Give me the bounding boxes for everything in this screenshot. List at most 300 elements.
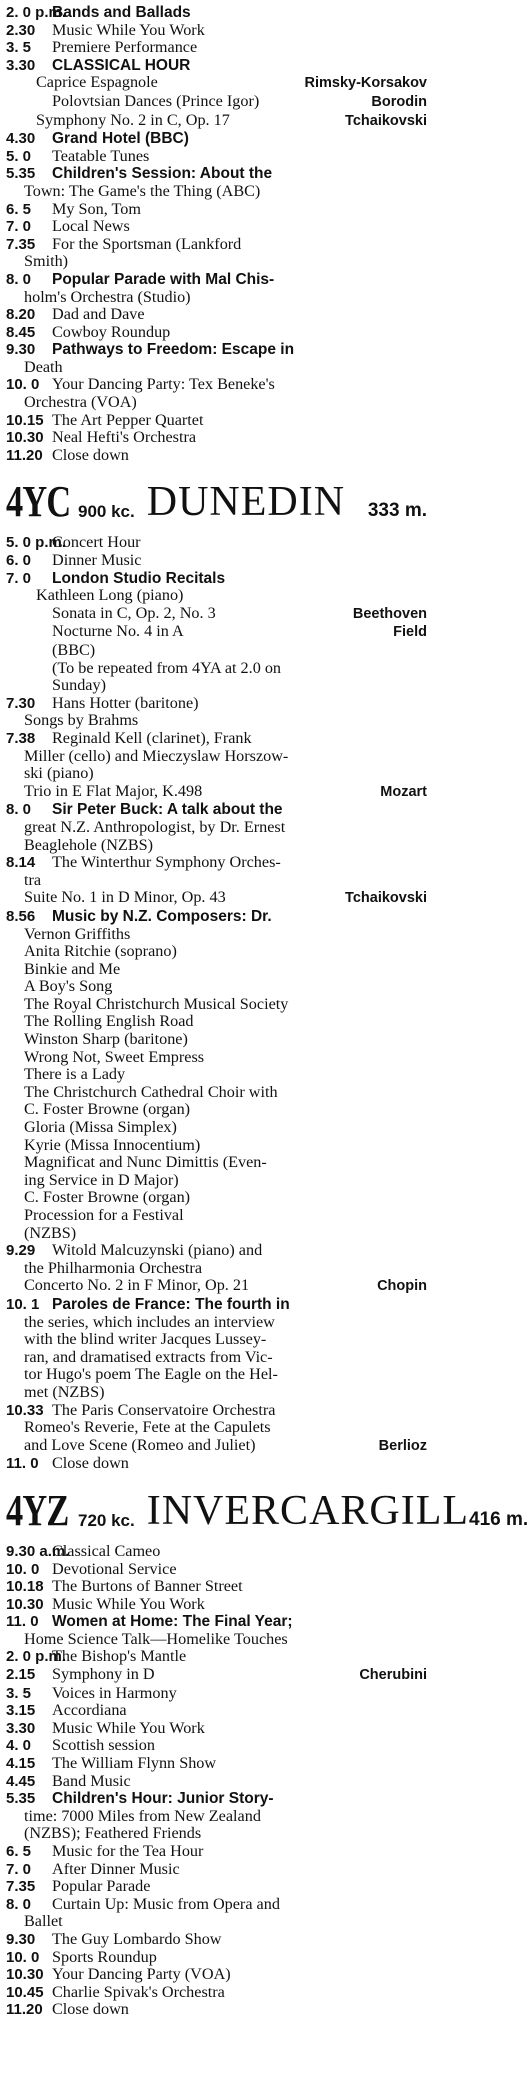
listing-title: Dinner Music: [52, 551, 142, 570]
listing-entry: [6, 1737, 427, 1755]
listing-continuation-line: [6, 642, 427, 660]
listing-title: Town: The Game's the Thing (ABC): [24, 181, 261, 200]
listing-time: 11.20: [6, 446, 43, 464]
listing-continuation-line: [6, 978, 427, 996]
listing-entry: [6, 306, 427, 324]
listing-title: There is a Lady: [24, 1065, 126, 1084]
listing-title: the Philharmonia Orchestra: [24, 1258, 203, 1277]
listing-title: Teatable Tunes: [52, 146, 150, 165]
listing-continuation-line: [6, 289, 427, 307]
listing-title: Voices in Harmony: [52, 1683, 177, 1702]
listing-entry: [6, 429, 427, 447]
listing-entry: [6, 1543, 427, 1561]
listing-entry: [6, 1578, 427, 1596]
listing-line: [6, 1896, 427, 1914]
listing-entry: [6, 1878, 427, 1896]
listing-entry: [6, 1755, 427, 1773]
listing-continuation-line: [6, 1101, 427, 1119]
listing-time: 7. 0: [6, 1860, 32, 1878]
listing-title: The Christchurch Cathedral Choir with: [24, 1082, 278, 1101]
listing-composer: Field: [393, 624, 427, 641]
listing-composer: Mozart: [380, 783, 427, 800]
listing-entry: [6, 4, 427, 22]
listing-time: 3. 5: [6, 1684, 32, 1702]
listing-title: The Bishop's Mantle: [52, 1647, 187, 1666]
listing-continuation-line: [6, 961, 427, 979]
listing-continuation-line: [6, 889, 427, 908]
listing-time: 3.30: [6, 1719, 36, 1737]
listing-continuation-line: [6, 1119, 427, 1137]
listing-title: C. Foster Browne (organ): [24, 1188, 191, 1207]
listing-continuation-line: [6, 1437, 427, 1456]
listing-title: Neal Hefti's Orchestra: [52, 428, 197, 447]
listing-line: [6, 39, 427, 57]
listing-title: Kyrie (Missa Innocentium): [24, 1135, 201, 1154]
listing-title: Binkie and Me: [24, 959, 121, 978]
listing-title: Your Dancing Party: Tex Beneke's: [52, 375, 275, 394]
listing-continuation-line: [6, 1154, 427, 1172]
listing-time: 7.30: [6, 694, 36, 712]
listing-composer: Beethoven: [352, 605, 427, 622]
listing-title: Classical Cameo: [52, 1541, 161, 1560]
listing-time: 8. 0: [6, 801, 32, 819]
listing-entry: [6, 1648, 427, 1666]
listing-continuation-line: [6, 996, 427, 1014]
listing-line: [6, 376, 427, 394]
listing-title: Bands and Ballads: [52, 4, 191, 21]
listing-continuation-line: [6, 1207, 427, 1225]
listing-title: Trio in E Flat Major, K.498: [24, 781, 203, 800]
listing-time: 4.45: [6, 1772, 36, 1790]
listing-continuation-line: [6, 1066, 427, 1084]
listing-line: [6, 1843, 427, 1861]
listing-title: Vernon Griffiths: [24, 924, 131, 943]
listing-line: [6, 1648, 427, 1666]
listing-line: [6, 74, 427, 93]
listing-time: 3.30: [6, 56, 36, 74]
listing-title: Kathleen Long (piano): [36, 586, 184, 605]
listing-composer: Rimsky-Korsakov: [304, 75, 427, 92]
listing-title: The Art Pepper Quartet: [52, 410, 204, 429]
listing-time: 10.45: [6, 1983, 44, 2001]
listing-time: 9.29: [6, 1242, 36, 1260]
listing-time: 2.30: [6, 21, 36, 39]
listing-composer: Tchaikovski: [345, 112, 427, 129]
listing-line: [6, 1949, 427, 1967]
listing-time: 6. 0: [6, 552, 32, 570]
listing-entry: [6, 1720, 427, 1738]
listing-continuation-line: [6, 748, 427, 766]
listing-entry: [6, 236, 427, 271]
listing-line: [6, 412, 427, 430]
listing-entry: [6, 22, 427, 40]
listing-entry: [6, 1613, 427, 1648]
listing-entry: [6, 1790, 427, 1843]
listing-title: Devotional Service: [52, 1559, 177, 1578]
listing-title: Suite No. 1 in D Minor, Op. 43: [24, 888, 226, 907]
listing-time: 10.30: [6, 1595, 44, 1613]
listing-title: Caprice Espagnole: [36, 73, 158, 92]
listing-entry: [6, 57, 427, 75]
listing-title: Local News: [52, 217, 130, 236]
listing-entry: [6, 854, 427, 908]
listing-title: Concert Hour: [52, 533, 141, 552]
listing-continuation-line: [6, 1189, 427, 1207]
listing-line: [6, 1685, 427, 1703]
station-city: DUNEDIN: [146, 479, 346, 526]
listing-time: 5.35: [6, 165, 36, 183]
listing-continuation-line: [6, 1384, 427, 1402]
listing-time: 10. 0: [6, 1560, 40, 1578]
listing-title: Sports Roundup: [52, 1947, 157, 1966]
listing-continuation-line: [6, 1031, 427, 1049]
listing-title: great N.Z. Anthropologist, by Dr. Ernest: [24, 817, 286, 836]
listing-title: Hans Hotter (baritone): [52, 693, 199, 712]
listing-entry: [6, 165, 427, 200]
listing-title: Anita Ritchie (soprano): [24, 942, 177, 961]
station-wavelength: 333 m.: [367, 500, 427, 522]
listing-title: Popular Parade with Mal Chis-: [52, 270, 275, 288]
listing-time: 3. 5: [6, 39, 32, 57]
listing-line: [6, 908, 427, 926]
listing-entry: [6, 412, 427, 430]
listing-line: [6, 1296, 427, 1314]
listing-time: 6. 5: [6, 1843, 32, 1860]
listing-entry: [6, 324, 427, 342]
listing-line: [6, 552, 427, 570]
listing-continuation-line: [6, 712, 427, 730]
listing-time: 11.20: [6, 2001, 43, 2019]
listing-entry: [6, 218, 427, 236]
listing-line: [6, 1613, 427, 1631]
listing-title: The William Flynn Show: [52, 1754, 217, 1773]
listing-entry: [6, 801, 427, 854]
listing-title: Close down: [52, 1454, 129, 1473]
listing-title: Your Dancing Party (VOA): [52, 1965, 231, 1984]
listing-line: [6, 1402, 427, 1420]
listing-line: [6, 22, 427, 40]
listing-title: The Paris Conservatoire Orchestra: [52, 1400, 276, 1419]
listing-entry: [6, 1702, 427, 1720]
listing-line: [6, 201, 427, 219]
listing-title: ing Service in D Major): [24, 1170, 179, 1189]
listing-time: 2.15: [6, 1666, 36, 1684]
listing-line: [6, 695, 427, 713]
listing-title: My Son, Tom: [52, 199, 141, 218]
listing-line: [6, 306, 427, 324]
listing-section-4yz: [6, 1543, 427, 2019]
listing-continuation-line: [6, 765, 427, 783]
listing-title: Reginald Kell (clarinet), Frank: [52, 728, 252, 747]
listing-line: [6, 1596, 427, 1614]
listing-title: Children's Session: About the: [52, 165, 273, 183]
listing-entry: [6, 1896, 427, 1931]
listing-title: Premiere Performance: [52, 38, 198, 57]
listing-continuation-line: [6, 1825, 427, 1843]
listing-title: Ballet: [24, 1912, 63, 1931]
listing-entry: [6, 730, 427, 801]
listing-time: 10.18: [6, 1578, 44, 1596]
listing-time: 4. 0: [6, 1737, 32, 1755]
listing-entry: [6, 74, 427, 111]
listing-title: After Dinner Music: [52, 1859, 180, 1878]
listing-title: holm's Orchestra (Studio): [24, 287, 191, 306]
listing-time: 6. 5: [6, 200, 32, 218]
listing-entry: [6, 376, 427, 411]
listing-time: 10. 1: [6, 1295, 40, 1313]
listing-time: 2. 0 p.m.: [6, 4, 67, 21]
listing-title: Sunday): [52, 676, 106, 695]
listing-title: Pathways to Freedom: Escape in: [52, 341, 295, 359]
listing-title: (NZBS); Feathered Friends: [24, 1824, 202, 1843]
listing-time: 8.56: [6, 907, 36, 925]
listing-title: Scottish session: [52, 1736, 155, 1755]
listing-title: CLASSICAL HOUR: [52, 56, 191, 74]
listing-title: Children's Hour: Junior Story-: [52, 1790, 274, 1808]
listing-entry: [6, 1773, 427, 1791]
listing-line: [6, 130, 427, 148]
listing-entry: [6, 1949, 427, 1967]
listing-line: [6, 1878, 427, 1896]
listing-entry: [6, 112, 427, 131]
listing-time: 10. 0: [6, 1948, 40, 1966]
listing-line: [6, 1666, 427, 1685]
listing-time: 11. 0: [6, 1613, 39, 1631]
listing-time: 10.30: [6, 429, 44, 447]
listing-line: [6, 1966, 427, 1984]
listing-title: Sir Peter Buck: A talk about the: [52, 801, 283, 819]
listing-entry: [6, 534, 427, 552]
listing-entry: [6, 570, 427, 588]
listing-title: ran, and dramatised extracts from Vic-: [24, 1347, 273, 1366]
listing-title: Witold Malcuzynski (piano) and: [52, 1241, 263, 1260]
listing-line: [6, 429, 427, 447]
listing-entry: [6, 695, 427, 730]
listing-composer: Chopin: [377, 1278, 427, 1295]
listing-line: [6, 236, 427, 254]
listing-line: [6, 57, 427, 75]
listing-entry: [6, 1984, 427, 2002]
listing-title: met (NZBS): [24, 1382, 105, 1401]
listing-title: Popular Parade: [52, 1877, 151, 1896]
listing-title: Miller (cello) and Mieczyslaw Horszow-: [24, 746, 289, 765]
listing-line: [6, 1931, 427, 1949]
listing-title: Music While You Work: [52, 20, 205, 39]
listing-time: 9.30: [6, 341, 36, 359]
listing-title: Cowboy Roundup: [52, 322, 171, 341]
listing-title: Smith): [24, 252, 69, 271]
listing-continuation-line: [6, 1631, 427, 1649]
station-call-sign: 4YZ: [6, 1485, 69, 1535]
listing-title: A Boy's Song: [24, 977, 113, 996]
listing-continuation-line: [6, 1172, 427, 1190]
listing-title: Procession for a Festival: [24, 1206, 184, 1224]
listing-line: [6, 4, 427, 22]
listing-time: 4.15: [6, 1755, 36, 1773]
station-wavelength: 416 m.: [469, 1508, 528, 1530]
listing-entry: [6, 39, 427, 57]
listing-time: 9.30: [6, 1930, 36, 1948]
listing-title: tor Hugo's poem The Eagle on the Hel-: [24, 1365, 278, 1384]
listing-time: 5. 0: [6, 147, 32, 165]
listing-time: 11. 0: [6, 1455, 39, 1473]
listing-continuation-line: [6, 183, 427, 201]
listing-continuation-line: [6, 1049, 427, 1067]
listing-time: 7.38: [6, 729, 36, 747]
listing-line: [6, 1455, 427, 1473]
listing-entry: [6, 1455, 427, 1473]
listing-title: For the Sportsman (Lankford: [52, 234, 242, 253]
listing-title: Grand Hotel (BBC): [52, 130, 189, 148]
listing-title: Romeo's Reverie, Fete at the Capulets: [24, 1418, 271, 1437]
listing-title: Close down: [52, 445, 129, 464]
listing-continuation-line: [6, 819, 427, 837]
listing-line: [6, 271, 427, 289]
listing-title: Orchestra (VOA): [24, 393, 137, 412]
listing-title: Winston Sharp (baritone): [24, 1030, 188, 1049]
listing-title: tra: [24, 870, 42, 889]
listing-continuation-line: [6, 1137, 427, 1155]
listing-line: [6, 112, 427, 131]
listing-title: Dad and Dave: [52, 305, 145, 324]
listing-entry: [6, 1296, 427, 1402]
listing-continuation-line: [6, 359, 427, 377]
listing-continuation-line: [6, 1808, 427, 1826]
listing-title: Magnificat and Nunc Dimittis (Even-: [24, 1153, 267, 1172]
listing-time: 4.30: [6, 130, 36, 148]
listing-title: (To be repeated from 4YA at 2.0 on: [52, 658, 282, 677]
listing-title: Music for the Tea Hour: [52, 1842, 204, 1860]
listing-composer: Borodin: [371, 93, 427, 110]
listing-composer: Berlioz: [378, 1437, 427, 1454]
listing-line: [6, 2001, 427, 2019]
listing-line: [6, 1861, 427, 1879]
listing-line: [6, 1578, 427, 1596]
listing-continuation-line: [6, 677, 427, 695]
listing-continuation-line: [6, 837, 427, 855]
listing-line: [6, 1755, 427, 1773]
listing-title: Women at Home: The Final Year;: [52, 1613, 293, 1631]
listing-entry: [6, 271, 427, 306]
listing-line: [6, 1984, 427, 2002]
listing-entry: [6, 201, 427, 219]
listing-title: The Winterthur Symphony Orches-: [52, 853, 281, 872]
listing-time: 7. 0: [6, 218, 32, 236]
listing-time: 8.14: [6, 854, 36, 872]
listing-title: The Burtons of Banner Street: [52, 1577, 243, 1596]
listing-entry: [6, 1666, 427, 1685]
listing-line: [6, 1790, 427, 1808]
listing-entry: [6, 1402, 427, 1456]
listing-time: 10.30: [6, 1966, 44, 1984]
listing-time: 7.35: [6, 235, 36, 253]
listing-entry: [6, 1931, 427, 1949]
listing-time: 7.35: [6, 1878, 36, 1896]
listing-line: [6, 801, 427, 819]
listing-continuation-line: [6, 1331, 427, 1349]
listing-line: [6, 218, 427, 236]
listing-time: 8. 0: [6, 1895, 32, 1913]
listing-continuation-line: [6, 93, 427, 112]
station-call-sign: 4YC: [6, 477, 71, 527]
listing-continuation-line: [6, 623, 427, 642]
listing-title: Music by N.Z. Composers: Dr.: [52, 907, 272, 925]
listing-line: [6, 730, 427, 748]
listing-entry: [6, 587, 427, 695]
listing-title: Songs by Brahms: [24, 711, 139, 730]
listing-title: Charlie Spivak's Orchestra: [52, 1982, 225, 2001]
listing-entry: [6, 1596, 427, 1614]
listing-title: Concerto No. 2 in F Minor, Op. 21: [24, 1276, 250, 1295]
listing-title: The Royal Christchurch Musical Society: [24, 994, 289, 1013]
listing-time: 8.45: [6, 323, 36, 341]
listing-title: C. Foster Browne (organ): [24, 1100, 191, 1119]
listing-line: [6, 447, 427, 465]
listing-title: Nocturne No. 4 in A: [52, 622, 184, 641]
listing-line: [6, 854, 427, 872]
listing-title: Beaglehole (NZBS): [24, 835, 154, 854]
listing-line: [6, 1720, 427, 1738]
listing-time: 10.33: [6, 1401, 44, 1419]
listing-title: Close down: [52, 2000, 129, 2019]
listing-continuation-line: [6, 1419, 427, 1437]
listing-title: Polovtsian Dances (Prince Igor): [52, 91, 260, 110]
listing-time: 10.15: [6, 411, 44, 429]
listing-line: [6, 1242, 427, 1260]
listing-time: 5.35: [6, 1790, 36, 1808]
listing-entry: [6, 1843, 427, 1861]
listing-composer: Tchaikovski: [345, 890, 427, 907]
listing-continuation-line: [6, 926, 427, 944]
listing-continuation-line: [6, 253, 427, 271]
listing-title: Music While You Work: [52, 1594, 205, 1613]
listing-time: 9.30 a.m.: [6, 1542, 70, 1560]
listing-time: 7. 0: [6, 569, 32, 587]
listing-continuation-line: [6, 394, 427, 412]
listing-continuation-line: [6, 783, 427, 802]
listing-title: Death: [24, 357, 63, 376]
listing-continuation-line: [6, 660, 427, 678]
listing-line: [6, 1702, 427, 1720]
listing-entry: [6, 341, 427, 376]
listing-title: The Rolling English Road: [24, 1012, 194, 1031]
listing-line: [6, 1737, 427, 1755]
station-frequency: 720 kc.: [78, 1510, 135, 1530]
listing-title: Wrong Not, Sweet Empress: [24, 1047, 205, 1066]
listing-entry: [6, 552, 427, 570]
listing-title: London Studio Recitals: [52, 569, 226, 587]
listing-composer: Cherubini: [359, 1667, 427, 1684]
listing-title: Symphony in D: [52, 1665, 155, 1684]
listing-title: Gloria (Missa Simplex): [24, 1118, 177, 1137]
station-header-4yz: [6, 1485, 528, 1535]
listing-title: and Love Scene (Romeo and Juliet): [24, 1435, 256, 1454]
listing-title: with the blind writer Jacques Lussey-: [24, 1330, 267, 1349]
listing-continuation-line: [6, 1314, 427, 1332]
listing-title: Accordiana: [52, 1701, 127, 1720]
listing-continuation-line: [6, 605, 427, 624]
listing-line: [6, 324, 427, 342]
station-header-4yc: [6, 477, 427, 527]
listing-continuation-line: [6, 1013, 427, 1031]
listing-entry: [6, 1685, 427, 1703]
listing-title: The Guy Lombardo Show: [52, 1929, 222, 1948]
listing-line: [6, 148, 427, 166]
listing-time: 2. 0 p.m.: [6, 1648, 67, 1666]
listing-line: [6, 1543, 427, 1561]
listing-title: Symphony No. 2 in C, Op. 17: [36, 110, 230, 129]
listing-entry: [6, 130, 427, 148]
